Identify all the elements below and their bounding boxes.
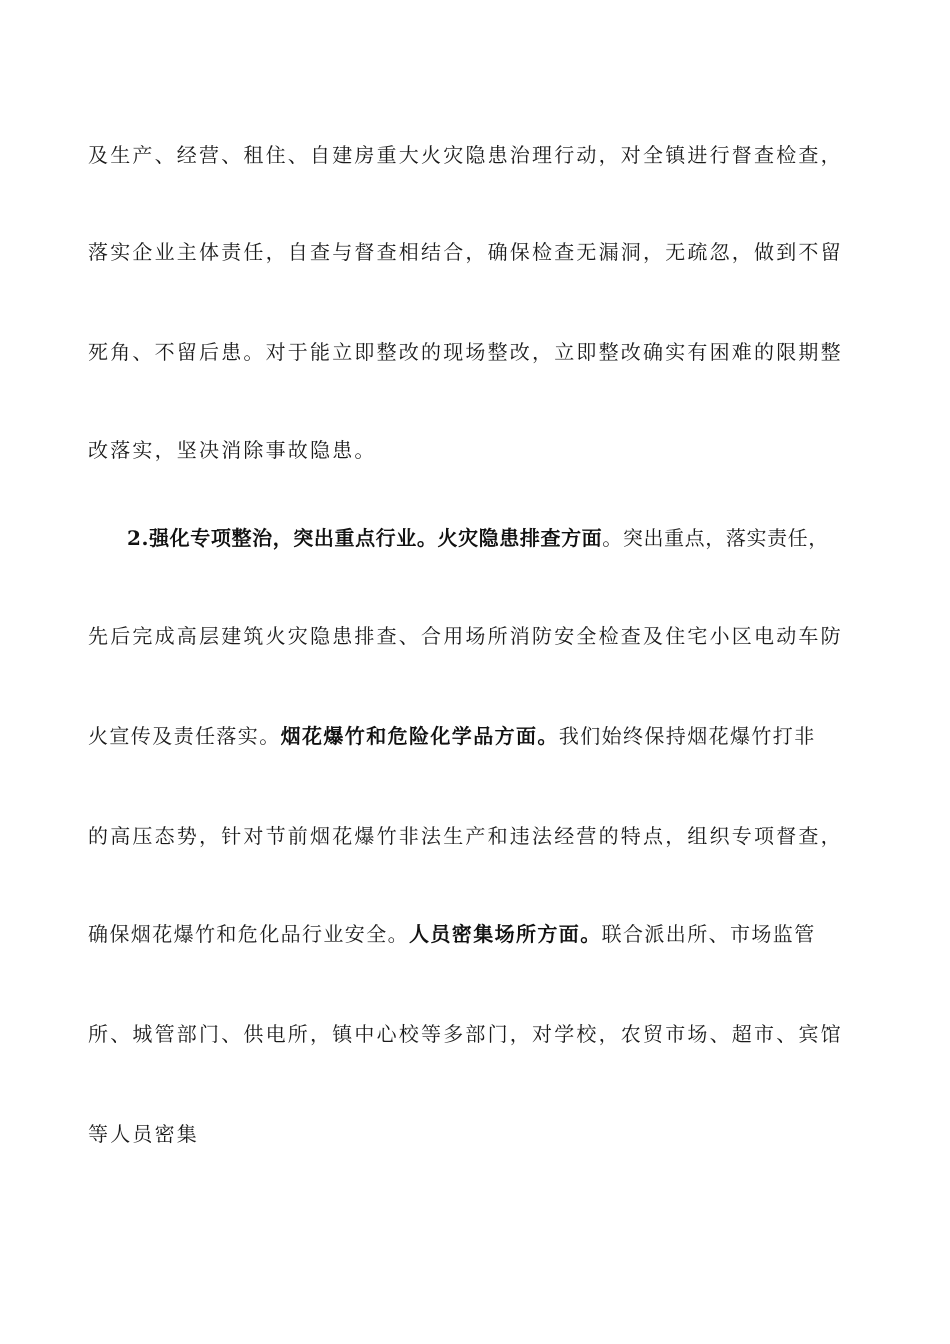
- section-heading-line: [127, 524, 887, 552]
- line-text: 落实企业主体责任，自查与督查相结合，确保检查无漏洞，无疏忽，做到不留: [88, 240, 843, 264]
- paragraph-line-9: [88, 920, 878, 948]
- line-text: 所、城管部门、供电所，镇中心校等多部门，对学校，农贸市场、超市、宾馆: [88, 1022, 843, 1046]
- line-text: 及生产、经营、租住、自建房重大火灾隐患治理行动，对全镇进行督查检查，: [88, 143, 843, 167]
- line-text: 的高压态势，针对节前烟花爆竹非法生产和违法经营的特点，组织专项督查，: [88, 824, 843, 848]
- paragraph-line-6: [88, 622, 878, 650]
- line-text: 改落实，坚决消除事故隐患。: [88, 438, 377, 462]
- paragraph-line-3: [88, 338, 878, 366]
- subsection-heading: 烟花爆竹和危险化学品方面。: [280, 724, 559, 748]
- line-text: 火宣传及责任落实。: [88, 724, 281, 748]
- paragraph-line-8: [88, 822, 878, 850]
- paragraph-line-4: [88, 436, 878, 464]
- line-text: 等人员密集: [88, 1122, 199, 1146]
- subsection-heading: 人员密集场所方面。: [409, 922, 602, 946]
- line-text: 我们始终保持烟花爆竹打非: [558, 724, 816, 748]
- line-text: 死角、不留后患。对于能立即整改的现场整改，立即整改确实有困难的限期整: [88, 340, 843, 364]
- line-text: 联合派出所、市场监管: [601, 922, 816, 946]
- paragraph-line-1: [88, 141, 878, 169]
- paragraph-line-11: [88, 1120, 878, 1148]
- paragraph-line-2: [88, 238, 878, 266]
- line-text: 确保烟花爆竹和危化品行业安全。: [88, 922, 409, 946]
- line-text: 先后完成高层建筑火灾隐患排查、合用场所消防安全检查及住宅小区电动车防: [88, 624, 843, 648]
- paragraph-line-10: [88, 1020, 878, 1048]
- paragraph-line-7: [88, 722, 878, 750]
- line-text: 。突出重点，落实责任，: [602, 526, 829, 550]
- section-heading: 2.强化专项整治，突出重点行业。火灾隐患排查方面: [127, 526, 603, 550]
